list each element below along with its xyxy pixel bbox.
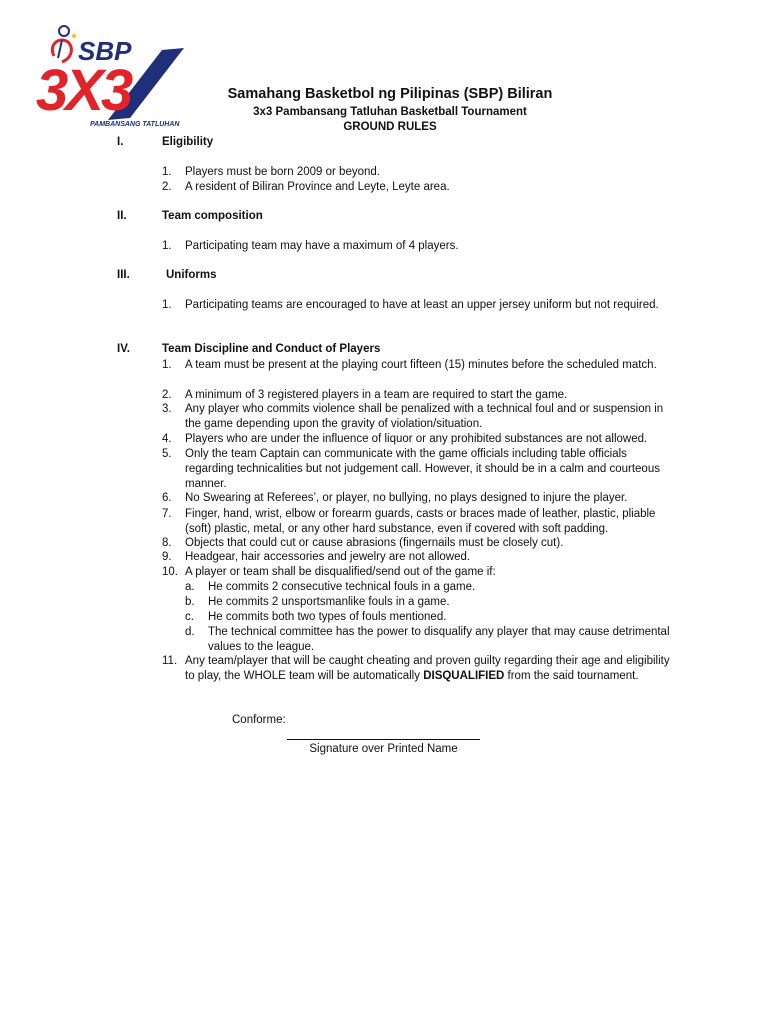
section-eligibility: [0, 136, 768, 152]
svg-text:3X3: 3X3: [36, 58, 131, 123]
svg-text:PAMBANSANG TATLUHAN: PAMBANSANG TATLUHAN: [90, 121, 180, 128]
section-heading: Team Discipline and Conduct of Players: [162, 343, 381, 355]
ground-rules-heading: GROUND RULES: [343, 121, 437, 133]
section-number: III.: [117, 269, 130, 281]
section-team-discipline: [0, 343, 768, 359]
signature-caption: Signature over Printed Name: [309, 743, 458, 755]
basketball-player-icon: [52, 26, 76, 62]
document-page: SBP 3X3 PAMBANSANG TATLUHAN Samahang Basketbol ng Pilipinas (SBP) Biliran 3x3 Pambansang Tatluhan Basketball Tournament GROUND RULES I. Eligibility 1. Players must be born 2009 or beyond. 2. A resident of Biliran Province and Leyte, Leyte area. II. Team composition 1. Participating team may have a maximum of 4 players. III. Uniforms 1. Participating teams are encouraged to have at least an upper jersey uniform but not required. IV. Team Discipline and Conduct of Players 1. A team must be present at the playing court fifteen (15) minutes before the scheduled match. 2. A minimum of 3 registered players in a team are required to start the game. 3. Any player who commits violence shall be penalized with a technical foul and or suspension in the game depending upon the gravity of violation/situation. 4. Players who are under the influence of liquor or any prohibited substances are not allowed. 5. Only the team Captain can communicate with the game officials including table officials regarding technicalities but not judgement call. However, it should be in a calm and courteous manner. 6. No Swearing at Referees’, or player, no bullying, no plays designed to injure the player. 7. Finger, hand, wrist, elbow or forearm guards, casts or braces made of leather, plastic, pliable (soft) plastic, metal, or any other hard substance, even if covered with soft padding. 8. Objects that could cut or cause abrasions (fingernails must be closely cut). 9. Headgear, hair accessories and jewelry are not allowed. 10. A player or team shall be disqualified/send out of the game if: a. He commits 2 consecutive technical fouls in a game. b. He commits 2 unsportsmanlike fouls in a game. c. He commits both two types of fouls mentioned. d. The technical committee has the power to disqualify any player that may cause detrimental values to the league. 11. Any team/player that will be caught cheating and proven guilty regarding their age and eligibility to play, the WHOLE team will be automatically DISQUALIFIED from the said tournament. Conforme: Signature over Printed Name: [0, 0, 768, 1024]
section-number: I.: [117, 136, 124, 148]
section-heading: Eligibility: [162, 136, 214, 148]
section-heading: Team composition: [162, 210, 263, 222]
document-subtitle: 3x3 Pambansang Tatluhan Basketball Tournament: [253, 106, 527, 118]
disqualified-emphasis: DISQUALIFIED: [423, 670, 505, 682]
signature-line: [287, 739, 480, 740]
section-team-composition: [0, 210, 768, 226]
svg-text:SBP: SBP: [78, 36, 132, 66]
section-uniforms: [0, 269, 768, 285]
section-number: IV.: [117, 343, 131, 355]
conforme-label: Conforme:: [232, 714, 286, 726]
document-title: Samahang Basketbol ng Pilipinas (SBP) Biliran: [227, 86, 553, 102]
section-heading: Uniforms: [166, 269, 217, 281]
section-number: II.: [117, 210, 127, 222]
